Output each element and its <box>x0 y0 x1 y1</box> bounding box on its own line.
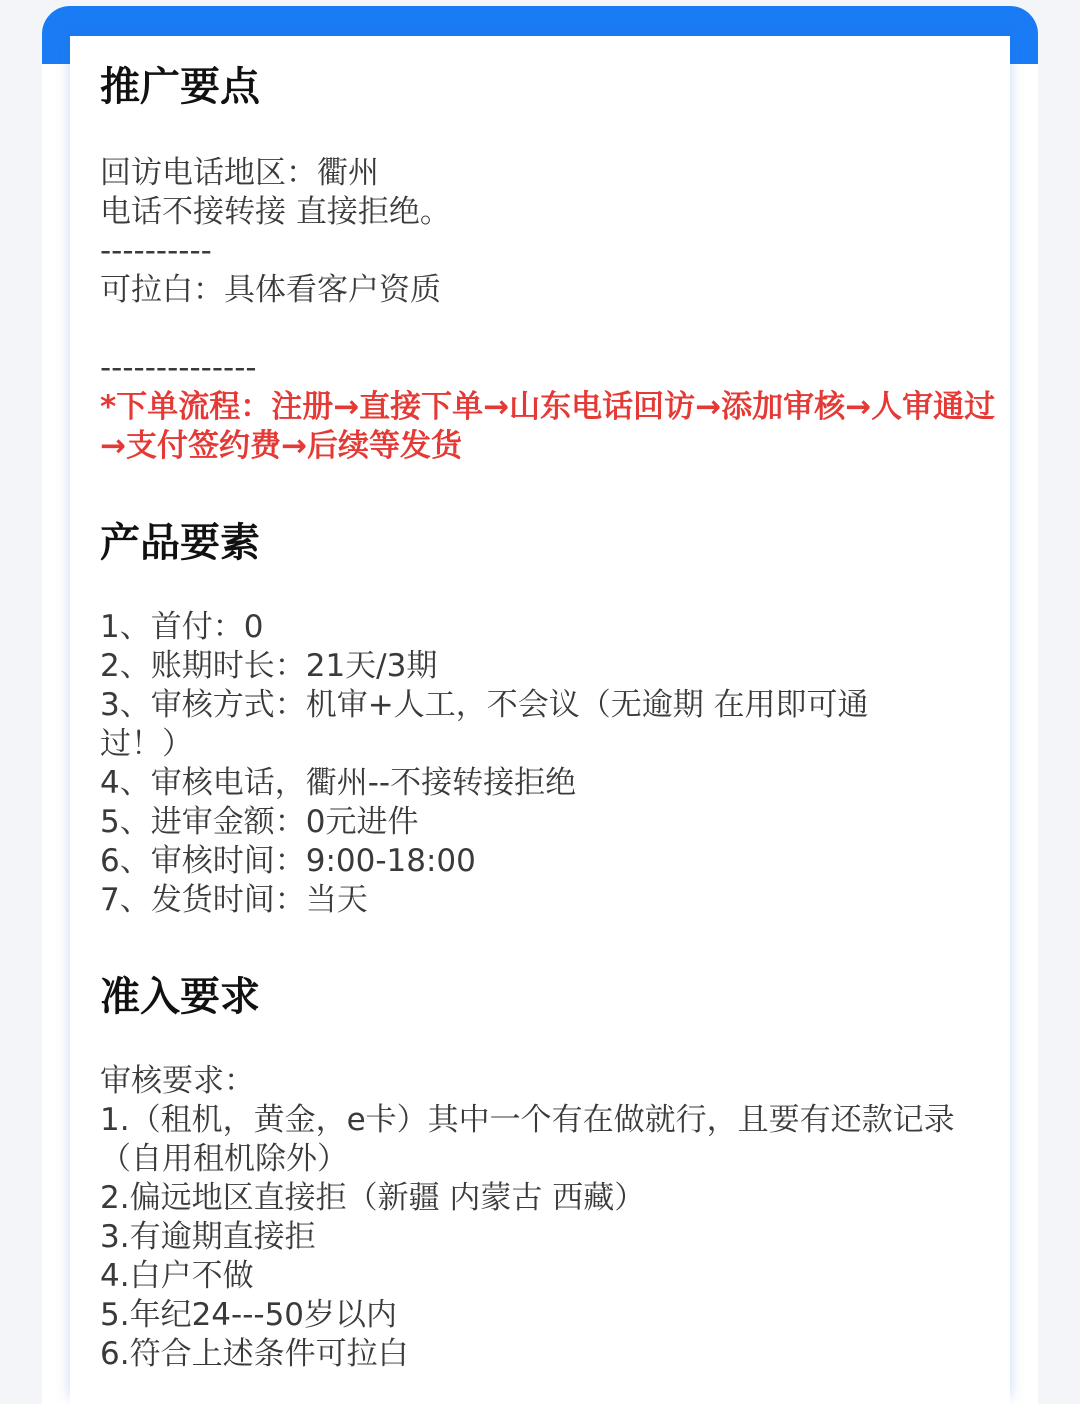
card-side-left <box>42 64 70 1404</box>
admission-item: 5.年纪24---50岁以内 <box>100 1297 398 1333</box>
promo-block <box>100 154 1000 466</box>
product-block <box>100 608 1000 920</box>
section-title-admission: 准入要求 <box>100 974 260 1020</box>
admission-item: 2.偏远地区直接拒（新疆 内蒙古 西藏） <box>100 1180 646 1216</box>
product-item: 5、进审金额：0元进件 <box>100 804 419 840</box>
content <box>100 60 1000 1374</box>
promo-line: 回访电话地区：衢州 <box>100 155 379 191</box>
admission-item: 6.符合上述条件可拉白 <box>100 1336 409 1372</box>
promo-line: 电话不接转接 直接拒绝。 <box>100 194 451 230</box>
admission-block <box>100 1062 1000 1374</box>
order-flow: *下单流程：注册→直接下单→山东电话回访→添加审核→人审通过→支付签约费→后续等发货 <box>100 389 996 464</box>
admission-item: 4.白户不做 <box>100 1258 254 1294</box>
promo-line: 可拉白：具体看客户资质 <box>100 272 441 308</box>
promo-divider: ---------- <box>100 233 212 269</box>
section-title-promo: 推广要点 <box>100 64 260 110</box>
product-item: 3、审核方式：机审+人工，不会议（无逾期 在用即可通过！） <box>100 687 869 762</box>
product-item: 1、首付：0 <box>100 609 264 645</box>
promo-blank <box>100 310 1000 349</box>
promo-divider: -------------- <box>100 350 257 386</box>
product-item: 7、发货时间：当天 <box>100 882 368 918</box>
product-item: 6、审核时间：9:00-18:00 <box>100 843 476 879</box>
admission-item: 3.有逾期直接拒 <box>100 1219 316 1255</box>
section-title-product: 产品要素 <box>100 520 260 566</box>
product-item: 4、审核电话，衢州--不接转接拒绝 <box>100 765 577 801</box>
product-item: 2、账期时长：21天/3期 <box>100 648 438 684</box>
card-side-right <box>1010 64 1038 1404</box>
admission-item: 审核要求： <box>100 1063 255 1099</box>
admission-item: 1.（租机，黄金，e卡）其中一个有在做就行，且要有还款记录（自用租机除外） <box>100 1102 955 1177</box>
